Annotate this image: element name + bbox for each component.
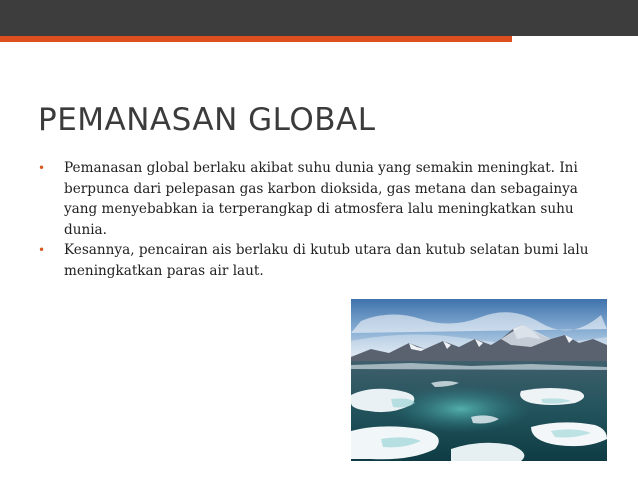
bullet-text: Kesannya, pencairan ais berlaku di kutub utara dan kutub selatan bumi lalu meningkatkan paras air laut. [64,242,589,279]
bullet-marker-icon: • [38,243,46,257]
bullet-text: Pemanasan global berlaku akibat suhu dunia yang semakin meningkat. Ini berpunca dari pelepasan gas karbon dioksida, gas metana dan sebagainya yang menyebabkan ia terperangkap di atmosfera lalu meningkatkan suhu dunia. [64,160,578,238]
bullet-item [38,240,598,281]
bullet-list [38,158,598,281]
bullet-marker-icon: • [38,161,46,175]
header-bar [0,0,638,36]
accent-stripe-gap [512,36,638,43]
slide-title: PEMANASAN GLOBAL [38,102,376,138]
arctic-sea-ice-photo [351,299,607,461]
bullet-item [38,158,598,240]
